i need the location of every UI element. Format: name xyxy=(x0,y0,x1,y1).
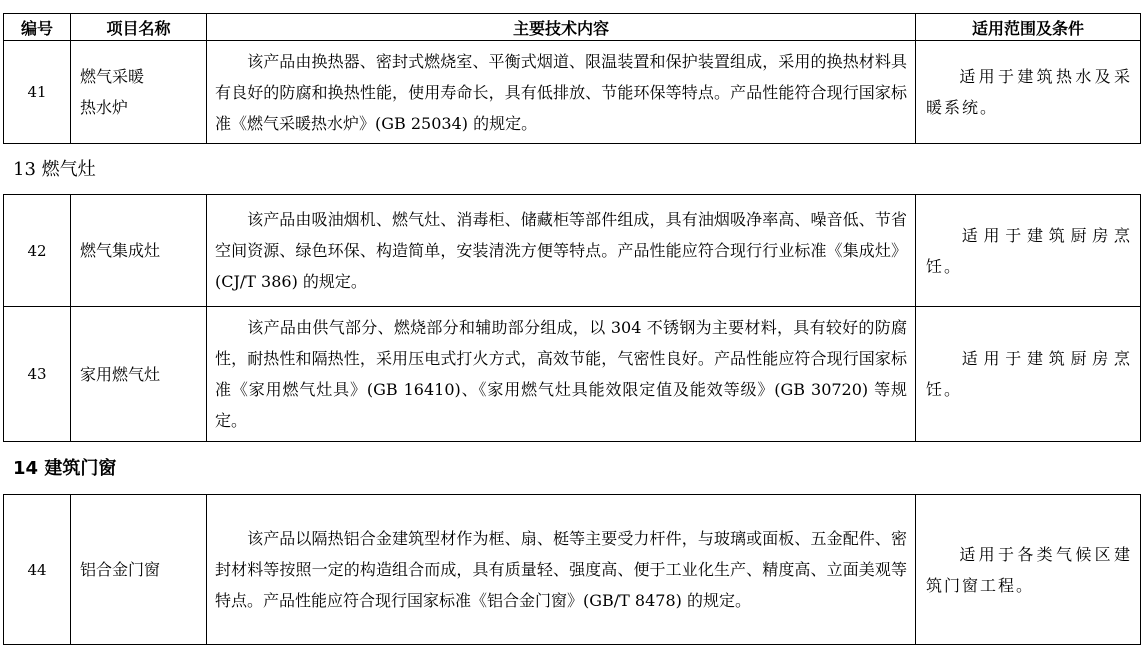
table-row xyxy=(4,41,1141,144)
header-scope: 适用范围及条件 xyxy=(916,14,1141,41)
row-content xyxy=(207,495,916,645)
row-content-text: 该产品以隔热铝合金建筑型材作为框、扇、梃等主要受力杆件，与玻璃或面板、五金配件、密封材料等按照一定的构造组合而成，具有质量轻、强度高、便于工业化生产、精度高、立面美观等特点。产品性能应符合现行国家标准《铝合金门窗》(GB/T 8478) 的规定。 xyxy=(215,529,907,610)
row-content xyxy=(207,307,916,442)
section-heading-14: 14 建筑门窗 xyxy=(13,458,117,479)
row-name: 铝合金门窗 xyxy=(71,495,207,645)
row-scope xyxy=(916,307,1141,442)
row-number: 41 xyxy=(4,41,71,144)
row-scope xyxy=(916,41,1141,144)
row-scope xyxy=(916,495,1141,645)
header-content: 主要技术内容 xyxy=(207,14,916,41)
row-name-line1: 燃气采暖 xyxy=(80,67,145,86)
header-number: 编号 xyxy=(4,14,71,41)
row-scope-text: 适用于各类气候区建筑门窗工程。 xyxy=(926,544,1132,595)
row-number: 44 xyxy=(4,495,71,645)
table-header-row xyxy=(4,14,1141,41)
row-scope-text: 适用于建筑厨房烹饪。 xyxy=(926,349,1132,399)
row-content xyxy=(207,195,916,307)
row-content xyxy=(207,41,916,144)
section-heading-13: 13 燃气灶 xyxy=(13,159,96,180)
row-scope-text: 适用于建筑热水及采暖系统。 xyxy=(926,67,1132,117)
standards-table-2 xyxy=(3,194,1141,442)
table-row xyxy=(4,195,1141,307)
row-name: 燃气集成灶 xyxy=(71,195,207,307)
row-number: 43 xyxy=(4,307,71,442)
row-number: 42 xyxy=(4,195,71,307)
row-name xyxy=(71,41,207,144)
standards-table-3 xyxy=(3,494,1141,645)
header-name: 项目名称 xyxy=(71,14,207,41)
row-name-line2: 热水炉 xyxy=(80,98,129,117)
table-row xyxy=(4,495,1141,645)
row-scope-text: 适用于建筑厨房烹饪。 xyxy=(926,225,1132,276)
row-content-text: 该产品由供气部分、燃烧部分和辅助部分组成，以 304 不锈钢为主要材料，具有较好的防腐性，耐热性和隔热性，采用压电式打火方式，高效节能，气密性良好。产品性能应符合现行国家标准《家用燃气灶具》(GB 16410)、《家用燃气灶具能效限定值及能效等级》(GB 30720) 等规定。 xyxy=(215,318,907,430)
standards-table-1 xyxy=(3,13,1141,144)
row-name: 家用燃气灶 xyxy=(71,307,207,442)
row-content-text: 该产品由换热器、密封式燃烧室、平衡式烟道、限温装置和保护装置组成，采用的换热材料具有良好的防腐和换热性能，使用寿命长，具有低排放、节能环保等特点。产品性能符合现行国家标准《燃气采暖热水炉》(GB 25034) 的规定。 xyxy=(215,51,907,133)
table-row xyxy=(4,307,1141,442)
row-scope xyxy=(916,195,1141,307)
row-content-text: 该产品由吸油烟机、燃气灶、消毒柜、储藏柜等部件组成，具有油烟吸净率高、噪音低、节省空间资源、绿色环保、构造简单，安装清洗方便等特点。产品性能应符合现行行业标准《集成灶》(CJ/T 386) 的规定。 xyxy=(215,210,907,291)
